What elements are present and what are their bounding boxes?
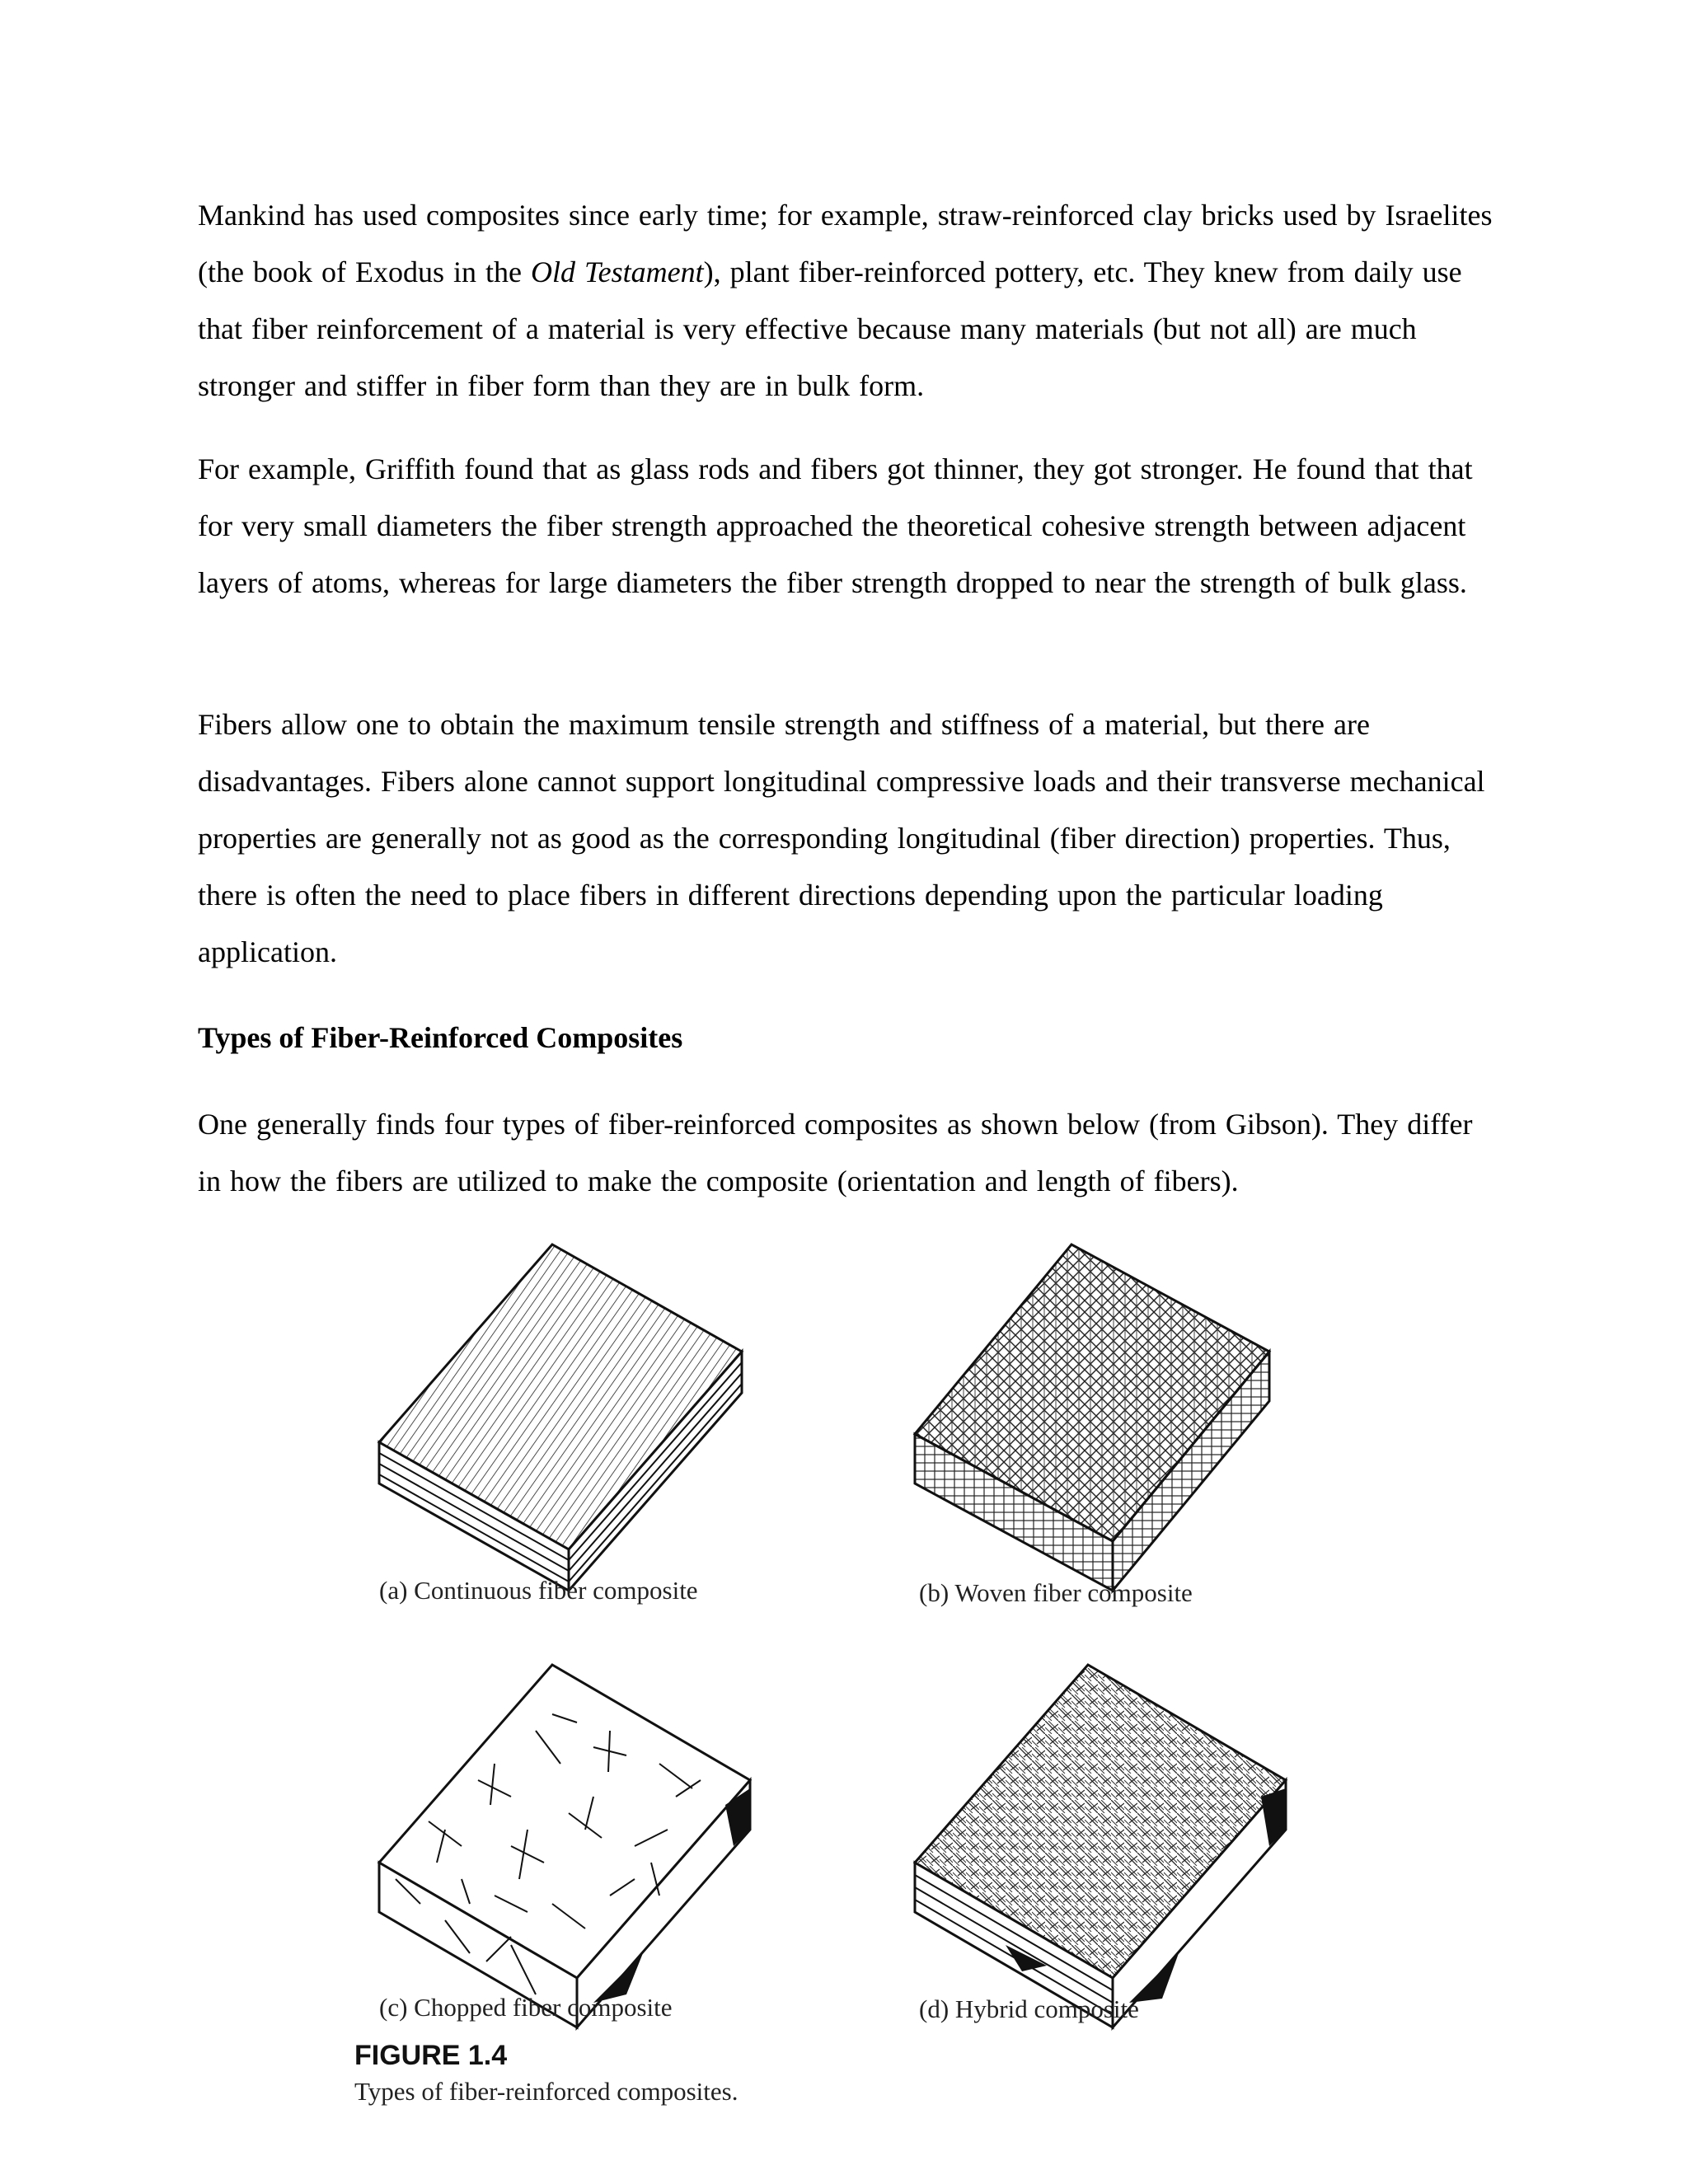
hybrid-composite-illustration [915, 1665, 1286, 2027]
caption-woven: (b) Woven fiber composite [919, 1578, 1193, 1607]
paragraph-history [198, 187, 1500, 415]
paragraph-history-text-b: ), plant fiber-reinforced pottery, etc. They knew from daily use that fiber reinforcement of a material is very effective because many materials (but not all) are much stronger and stiffer in fiber form than they are in bulk form. [198, 255, 1462, 402]
paragraph-fiber-advantages: Fibers allow one to obtain the maximum tensile strength and stiffness of a material, but there are disadvantages. Fibers alone cannot support longitudinal compressive loads and their transverse mechanical properties are generally not as good as the corresponding longitudinal (fiber direction) properties. Thus, there is often the need to place fibers in different directions depending upon the particular loading application. [198, 708, 1485, 968]
paragraph-griffith: For example, Griffith found that as glass rods and fibers got thinner, they got stronger. He found that that for very small diameters the fiber strength approached the theoretical cohesive strength between adjacent layers of atoms, whereas for large diameters the fiber strength dropped to near the strength of bulk glass. [198, 452, 1473, 599]
paragraph-history-text-a: Mankind has used composites since early time; for example, straw-reinforced clay bricks used by Israelites (the book of Exodus in the [198, 199, 1493, 288]
figure-description: Types of fiber-reinforced composites. [354, 2077, 738, 2106]
woven-fiber-illustration [915, 1244, 1269, 1591]
book-title: Old Testament [530, 255, 704, 288]
figure-composite-types [346, 1220, 1385, 2143]
chopped-fiber-illustration [379, 1665, 750, 2027]
section-heading: Types of Fiber-Reinforced Composites [198, 1021, 683, 1054]
caption-chopped: (c) Chopped fiber composite [379, 1993, 673, 2022]
paragraph-types: One generally finds four types of fiber-reinforced composites as shown below (from Gibson). They differ in how the fibers are utilized to make the composite (orientation and length of fibers). [198, 1108, 1473, 1197]
figure-label: FIGURE 1.4 [354, 2040, 508, 2071]
caption-continuous: (a) Continuous fiber composite [379, 1576, 698, 1605]
caption-hybrid: (d) Hybrid composite [919, 1994, 1139, 2023]
continuous-fiber-illustration [379, 1244, 742, 1591]
